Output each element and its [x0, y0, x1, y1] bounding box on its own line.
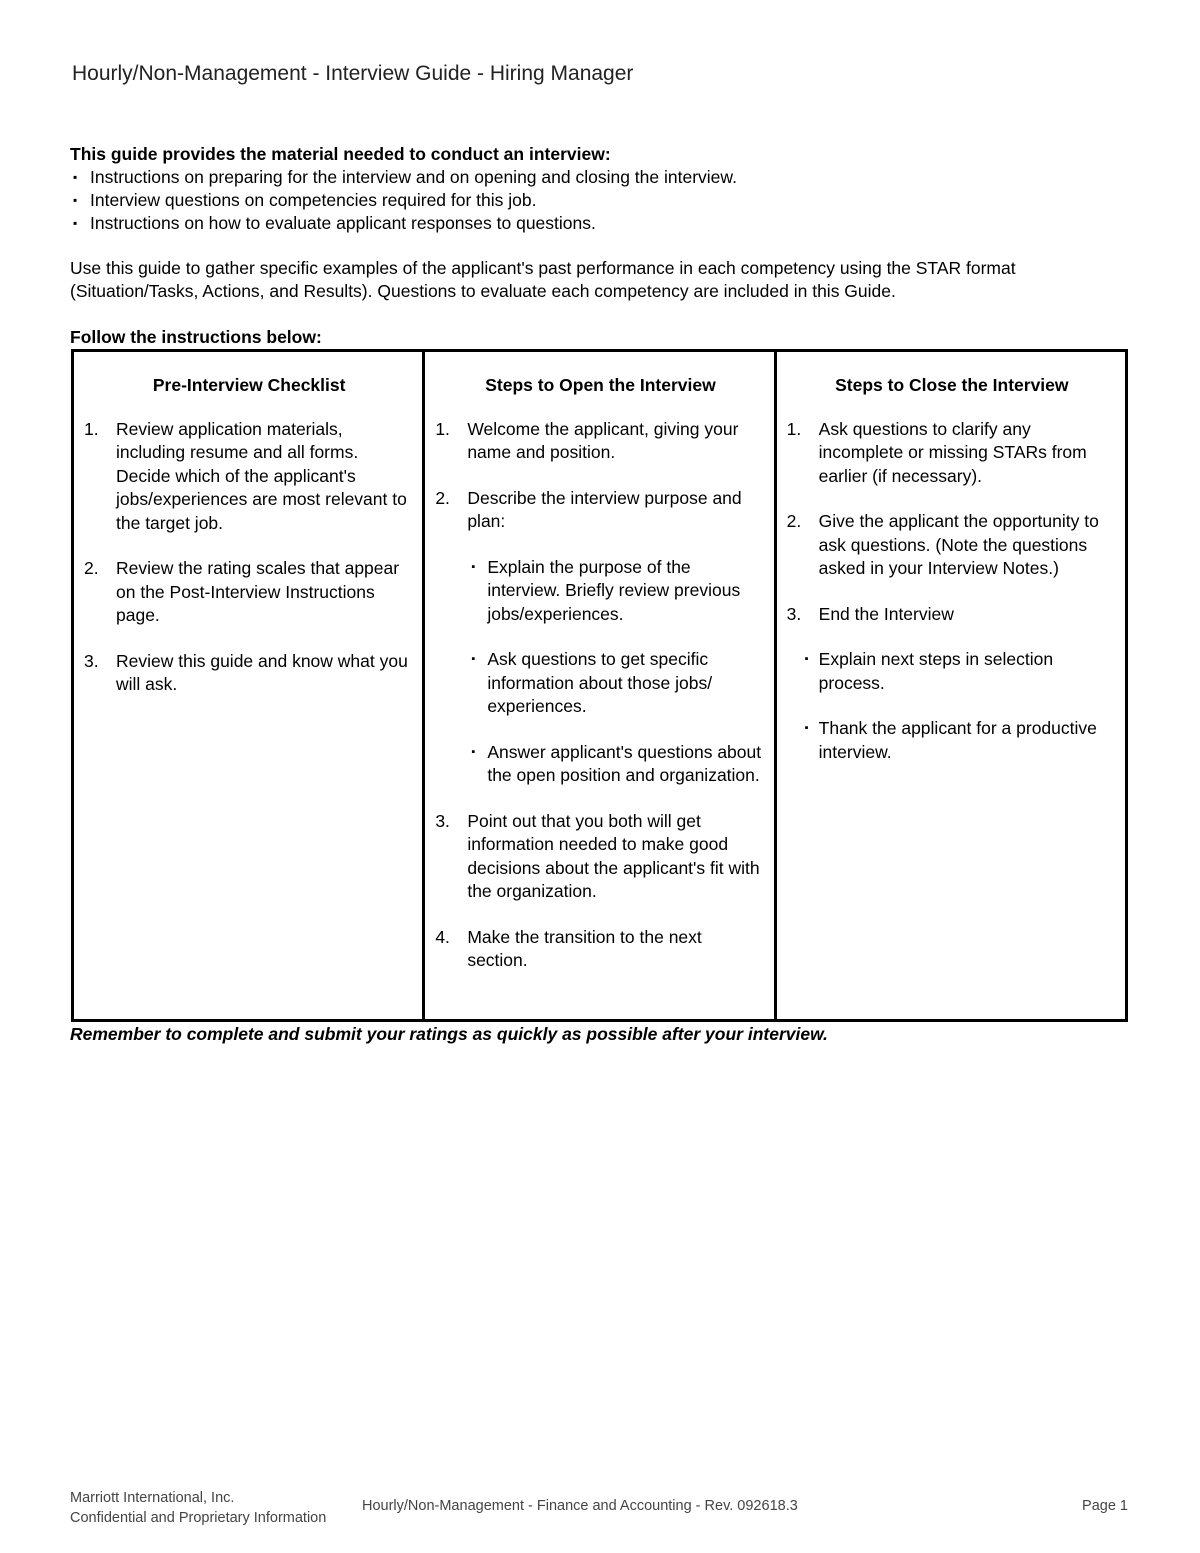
item-text: Review application materials, including resume and all forms. Decide which of the applicant's jobs/experiences are most relevant to the target job. [116, 418, 407, 533]
sub-item: ▪ Ask questions to get specific information about those jobs/ experiences. [467, 648, 765, 719]
sub-item: ▪ Thank the applicant for a productive interview. [801, 717, 1117, 764]
list-item [84, 557, 414, 628]
list-item: ▪ Interview questions on competencies required for this job. [70, 189, 1130, 212]
reminder-note: Remember to complete and submit your ratings as quickly as possible after your interview. [70, 1024, 828, 1044]
item-text: Ask questions to clarify any incomplete or missing STARs from earlier (if necessary). [818, 418, 1087, 486]
sub-item: ▪ Answer applicant's questions about the open position and organization. [467, 741, 765, 788]
item-text: Describe the interview purpose and plan: [467, 487, 742, 531]
intro-lead: This guide provides the material needed to conduct an interview: [70, 144, 611, 164]
item-number: 3. [84, 650, 99, 671]
follow-label: Follow the instructions below: [70, 327, 322, 347]
intro-section [70, 143, 1130, 303]
footer-doc-info: Hourly/Non-Management - Finance and Accounting - Rev. 092618.3 [362, 1498, 798, 1514]
column-heading: Steps to Close the Interview [835, 375, 1069, 395]
list-item [435, 487, 765, 534]
sub-list [787, 648, 1117, 764]
sub-item: ▪ Explain the purpose of the interview. Briefly review previous jobs/experiences. [467, 556, 765, 627]
instructions-table [71, 349, 1128, 1022]
sub-item: ▪ Explain next steps in selection process. [801, 648, 1117, 695]
item-text: Give the applicant the opportunity to ask questions. (Note the questions asked in your Interview Notes.) [818, 511, 1099, 578]
item-number: 1. [786, 418, 802, 439]
item-text: Make the transition to the next section. [467, 926, 702, 970]
item-text: Point out that you both will get information needed to make good decisions about the applicant's fit with the organization. [467, 810, 760, 901]
item-number: 3. [786, 603, 802, 624]
list-item [787, 418, 1117, 489]
item-number: 3. [435, 810, 450, 831]
item-number: 1. [435, 418, 450, 439]
intro-paragraph: Use this guide to gather specific examples of the applicant's past performance in each competency using the STAR format (Situation/Tasks, Actions, and Results). Questions to evaluate each competency are included in this Guide. [70, 258, 1016, 301]
open-interview-column [422, 352, 773, 1019]
item-number: 2. [435, 487, 450, 508]
item-text: End the Interview [818, 603, 954, 624]
item-number: 2. [786, 511, 802, 531]
page-title: Hourly/Non-Management - Interview Guide - Hiring Manager [72, 62, 634, 85]
column-heading: Pre-Interview Checklist [152, 375, 346, 395]
confidential-notice: Confidential and Proprietary Information [70, 1510, 327, 1526]
close-interview-column [774, 352, 1125, 1019]
intro-bullets [70, 166, 1130, 235]
sub-list [435, 556, 765, 788]
list-item [435, 810, 765, 904]
list-item [84, 418, 414, 536]
item-text: Review the rating scales that appear on the Post-Interview Instructions page. [116, 558, 400, 625]
footer-company [70, 1488, 326, 1528]
item-number: 2. [84, 558, 99, 578]
list-item [435, 418, 765, 465]
column-heading: Steps to Open the Interview [485, 375, 716, 395]
item-number: 4. [435, 926, 450, 947]
item-number: 1. [84, 418, 99, 439]
list-item [787, 603, 1117, 627]
list-item [84, 650, 414, 697]
list-item [787, 510, 1117, 581]
item-text: Review this guide and know what you will ask. [116, 650, 408, 694]
item-text: Welcome the applicant, giving your name and position. [467, 418, 739, 462]
page-number: Page 1 [1082, 1498, 1128, 1514]
company-name: Marriott International, Inc. [70, 1490, 235, 1506]
list-item [435, 926, 765, 973]
list-item: ▪ Instructions on preparing for the interview and on opening and closing the interview. [70, 166, 1130, 189]
list-item: ▪ Instructions on how to evaluate applicant responses to questions. [70, 212, 1130, 235]
pre-interview-column [74, 352, 422, 1019]
